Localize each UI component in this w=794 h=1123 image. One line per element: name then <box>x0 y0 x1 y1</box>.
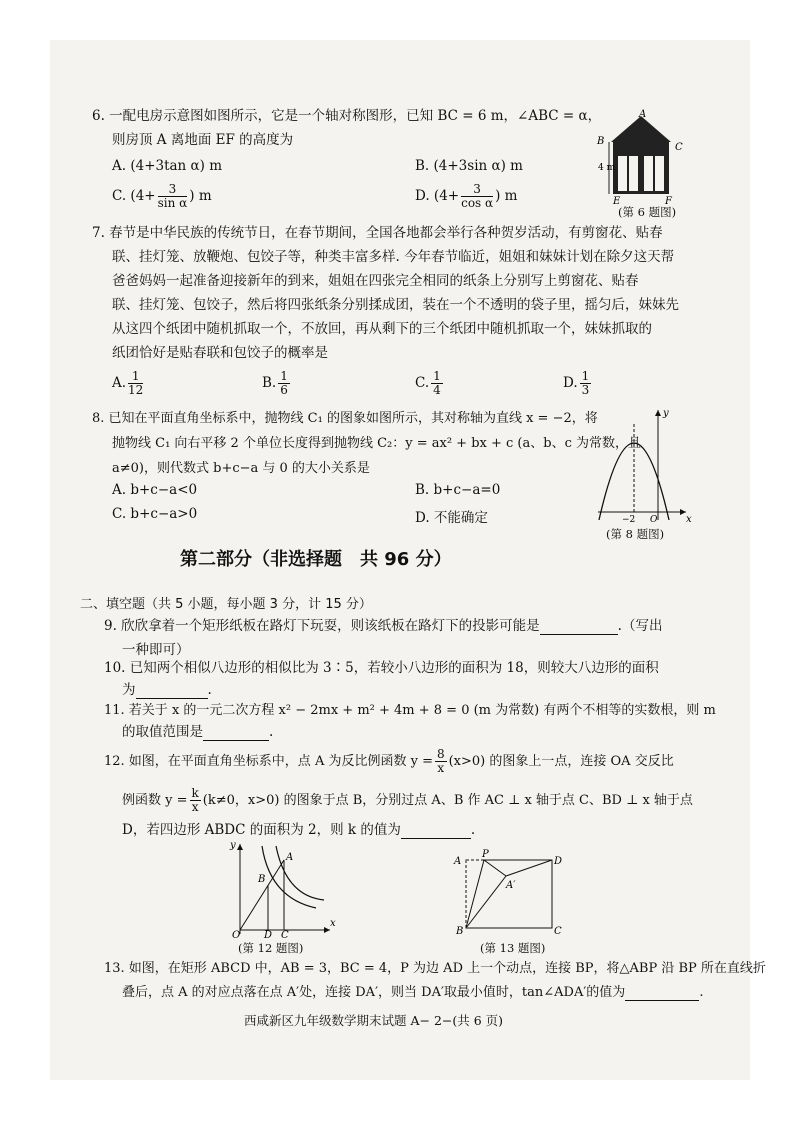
q10-line2: 为 . <box>122 682 212 698</box>
q12-line1: 12. 如图，在平面直角坐标系中，点 A 为反比例函数 y = $\frac{8}{x}$ (x>0) 的图象上一点，连接 OA 交反比 <box>104 747 674 775</box>
q6-figure <box>595 108 695 213</box>
q12-label-b: B <box>258 874 266 885</box>
q12-label-d: D <box>264 930 273 938</box>
q12-line2: 例函数 y = $\frac{k}{x}$ (k≠0，x>0) 的图象于点 B，分别过点 A、B 作 AC ⊥ x 轴于点 C、BD ⊥ x 轴于点 <box>122 786 693 814</box>
q12-figure <box>226 838 338 938</box>
q10-answer-blank[interactable] <box>136 698 208 699</box>
q8-label-neg2: −2 <box>622 515 636 522</box>
q11-answer-blank[interactable] <box>203 740 269 741</box>
q8-line2: 抛物线 C₁ 向右平移 2 个单位长度得到抛物线 C₂：y = ax² + bx + c (a、b、c 为常数，且 <box>112 436 641 451</box>
q13-figure <box>452 846 572 936</box>
q7-option-d: D. $\frac{1}{3}$ <box>563 369 590 397</box>
q8-option-c: C. b+c−a>0 <box>112 506 198 522</box>
q6-label-e: E <box>613 196 621 207</box>
q8-line3: a≠0)，则代数式 b+c−a 与 0 的大小关系是 <box>112 461 370 476</box>
q6-caption: (第 6 题图) <box>618 205 677 219</box>
section2-title: 二、填空题（共 5 小题，每小题 3 分，计 15 分） <box>80 597 372 612</box>
q6-option-b: B. (4+3sin α) m <box>415 158 523 174</box>
q8-label-x: x <box>686 514 692 522</box>
q11-line2: 的取值范围是 . <box>122 724 274 740</box>
q13-segment-bp <box>466 860 484 928</box>
q6-label-f: F <box>665 196 672 207</box>
q8-option-b: B. b+c−a=0 <box>415 482 501 498</box>
q7-line1: 7. 春节是中华民族的传统节日，在春节期间，全国各地都会举行各种贺岁活动，有剪窗花、贴春 <box>92 225 663 241</box>
q13-label-p: P <box>482 849 489 860</box>
q13-label-d: D <box>554 856 563 867</box>
q6-option-a: A. (4+3tan α) m <box>112 158 223 174</box>
q8-figure <box>594 404 694 522</box>
q13-label-b: B <box>456 926 464 936</box>
q13-answer-blank[interactable] <box>625 1000 699 1001</box>
q12-label-a: A <box>286 852 294 863</box>
q6-line1: 6. 一配电房示意图如图所示，它是一个轴对称图形，已知 BC = 6 m，∠ABC = α， <box>92 108 602 124</box>
q8-option-a: A. b+c−a<0 <box>112 482 198 498</box>
q6-label-c: C <box>675 142 683 153</box>
q7-line2: 联、挂灯笼、放鞭炮、包饺子等，种类丰富多样. 今年春节临近，姐姐和妹妹计划在除夕这天帮 <box>112 249 675 265</box>
q6-option-d: D. (4+ $\frac{3}{\text{cos α}}$ ) m <box>415 182 518 210</box>
q13-line2: 叠后，点 A 的对应点落在点 A′处，连接 DA′，则当 DA′取最小值时，tan∠ADA′的值为 . <box>122 985 704 1000</box>
q8-label-o: O <box>650 515 658 522</box>
q10-line1: 10. 已知两个相似八边形的相似比为 3∶5，若较小八边形的面积为 18，则较大八边形的面积 <box>104 660 659 676</box>
q12-segment-oa <box>240 860 284 930</box>
q13-segment-ba2 <box>466 876 506 928</box>
q6-option-c: C. (4+ $\frac{3}{\text{sin α}}$ ) m <box>112 182 212 210</box>
q8-caption: (第 8 题图) <box>606 527 665 541</box>
q13-segment-da2 <box>506 860 552 876</box>
q12-label-y: y <box>230 840 236 851</box>
q13-line1: 13. 如图，在矩形 ABCD 中，AB = 3，BC = 4，P 为边 AD 上一个动点，连接 BP，将△ABP 沿 BP 所在直线折 <box>104 961 766 976</box>
page-footer: 西咸新区九年级数学期末试题 A− 2−(共 6 页) <box>244 1013 504 1028</box>
q13-caption: (第 13 题图) <box>480 941 546 955</box>
q12-label-c: C <box>281 930 289 938</box>
q6-label-b: B <box>597 136 605 147</box>
q13-segment-pa2 <box>484 860 506 876</box>
q11-line1: 11. 若关于 x 的一元二次方程 x² − 2mx + m² + 4m + 8 = 0 (m 为常数) 有两个不相等的实数根，则 m <box>104 703 716 718</box>
q7-option-c: C. $\frac{1}{4}$ <box>415 369 441 397</box>
q7-line6: 纸团恰好是贴春联和包饺子的概率是 <box>112 345 328 361</box>
q7-line3: 爸爸妈妈一起准备迎接新年的到来，姐姐在四张完全相同的纸条上分别写上剪窗花、贴春 <box>112 273 639 289</box>
q9-line2: 一种即可） <box>122 642 190 658</box>
part2-title: 第二部分（非选择题 共 96 分） <box>180 549 452 570</box>
q6-label-height: 4 m <box>598 163 616 173</box>
q12-line3: D，若四边形 ABDC 的面积为 2，则 k 的值为 . <box>122 822 476 838</box>
q12-answer-blank[interactable] <box>401 838 471 839</box>
q7-option-a: A. $\frac{1}{12}$ <box>112 369 144 397</box>
q7-line4: 联、挂灯笼、包饺子，然后将四张纸条分别揉成团，装在一个不透明的袋子里，摇匀后，妹妹先 <box>112 297 679 313</box>
q7-line5: 从这四个纸团中随机抓取一个，不放回，再从剩下的三个纸团中随机抓取一个，妹妹抓取的 <box>112 321 652 337</box>
q9-answer-blank[interactable] <box>540 634 618 635</box>
q6-label-a: A <box>639 109 647 120</box>
q8-option-d: D. 不能确定 <box>415 510 488 526</box>
q12-label-o: O <box>232 930 241 938</box>
q7-option-b: B. $\frac{1}{6}$ <box>262 369 288 397</box>
q8-line1: 8. 已知在平面直角坐标系中，抛物线 C₁ 的图象如图所示，其对称轴为直线 x = −2，将 <box>92 411 598 426</box>
q13-label-a-prime: A′ <box>506 880 516 891</box>
q12-caption: (第 12 题图) <box>238 941 304 955</box>
q8-label-y: y <box>663 408 669 419</box>
q12-label-x: x <box>330 918 336 929</box>
q13-label-c: C <box>554 926 562 936</box>
q13-label-a: A <box>454 856 462 867</box>
q13-rectangle <box>466 860 552 928</box>
q9-line1: 9. 欣欣拿着一个矩形纸板在路灯下玩耍，则该纸板在路灯下的投影可能是 .（写出 <box>104 618 663 634</box>
q6-line2: 则房顶 A 离地面 EF 的高度为 <box>112 132 294 148</box>
